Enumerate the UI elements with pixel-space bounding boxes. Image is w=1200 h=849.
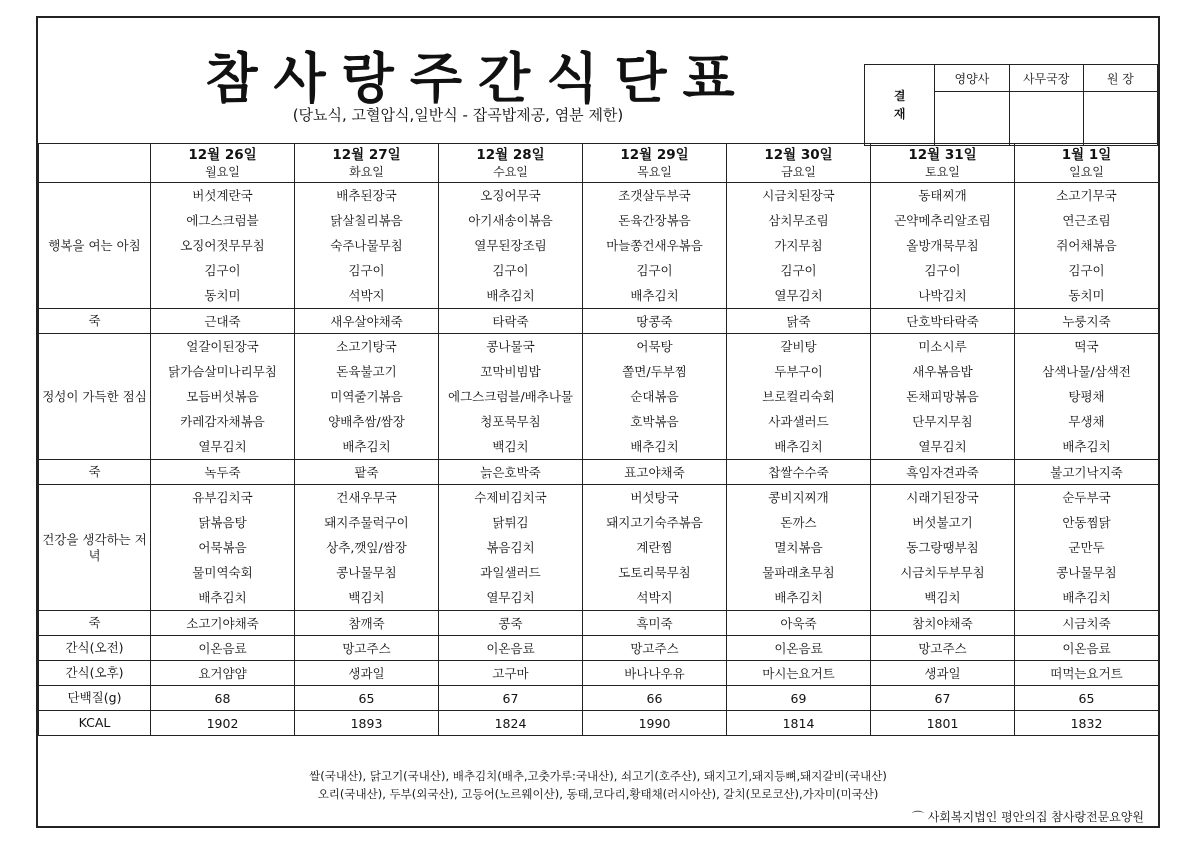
menu-item: 얼갈이된장국 [186, 339, 259, 354]
menu-item: 이온음료 [727, 636, 871, 661]
menu-item: 돼지고기숙주볶음 [606, 515, 703, 530]
menu-item: 호박볶음 [630, 414, 679, 429]
menu-item: 떡국 [1074, 339, 1099, 354]
menu-item: 소고기탕국 [336, 339, 397, 354]
nutrition-value: 1801 [871, 711, 1015, 736]
menu-item: 아기새송이볶음 [468, 213, 553, 228]
menu-item: 이온음료 [1015, 636, 1159, 661]
menu-item: 모듬버섯볶음 [186, 389, 259, 404]
menu-item: 석박지 [636, 590, 673, 605]
day-date: 12월 30일 [764, 146, 833, 163]
row-label: KCAL [39, 711, 151, 736]
menu-item: 배추김치 [1062, 590, 1111, 605]
menu-item: 닭가슴살미나리무침 [168, 364, 277, 379]
day-date: 12월 27일 [332, 146, 401, 163]
menu-item: 타락죽 [439, 309, 583, 334]
meal-cell [871, 183, 1015, 309]
menu-item: 배추김치 [630, 439, 679, 454]
menu-item: 어묵탕 [636, 339, 673, 354]
nutrition-value: 68 [151, 686, 295, 711]
nutrition-value: 66 [583, 686, 727, 711]
menu-item: 이온음료 [439, 636, 583, 661]
menu-item: 망고주스 [871, 636, 1015, 661]
row-label: 건강을 생각하는 저녁 [39, 485, 151, 611]
menu-item: 쫄면/두부찜 [622, 364, 687, 379]
day-weekday: 월요일 [205, 164, 240, 179]
day-weekday: 화요일 [349, 164, 384, 179]
menu-item: 돈육간장볶음 [618, 213, 691, 228]
menu-item: 단호박타락죽 [871, 309, 1015, 334]
day-header [727, 144, 871, 183]
menu-item: 군만두 [1068, 540, 1105, 555]
day-date: 12월 31일 [908, 146, 977, 163]
row-porridge1 [39, 309, 1159, 334]
meal-cell [583, 183, 727, 309]
day-header [1015, 144, 1159, 183]
corner-cell [39, 144, 151, 183]
menu-item: 배추김치 [486, 288, 535, 303]
row-label: 단백질(g) [39, 686, 151, 711]
menu-item: 망고주스 [583, 636, 727, 661]
menu-item: 동그랑땡부침 [906, 540, 979, 555]
menu-item: 김구이 [492, 263, 529, 278]
nutrition-value: 67 [871, 686, 1015, 711]
day-weekday: 금요일 [781, 164, 816, 179]
day-date: 12월 26일 [188, 146, 257, 163]
menu-item: 볶음김치 [486, 540, 535, 555]
meal-cell [439, 485, 583, 611]
menu-item: 콩나물국 [486, 339, 535, 354]
menu-item: 열무김치 [774, 288, 823, 303]
row-label: 정성이 가득한 점심 [39, 334, 151, 460]
nutrition-value: 67 [439, 686, 583, 711]
menu-item: 열무된장조림 [474, 238, 547, 253]
menu-item: 백김치 [924, 590, 961, 605]
row-label: 죽 [39, 611, 151, 636]
menu-item: 콩나물무침 [1056, 565, 1117, 580]
nutrition-value: 65 [1015, 686, 1159, 711]
meal-cell [1015, 334, 1159, 460]
menu-item: 계란찜 [636, 540, 673, 555]
row-breakfast [39, 183, 1159, 309]
menu-item: 도토리묵무침 [618, 565, 691, 580]
menu-item: 오징어젓무무침 [180, 238, 265, 253]
day-weekday: 토요일 [925, 164, 960, 179]
menu-item: 생과일 [871, 661, 1015, 686]
menu-item: 망고주스 [295, 636, 439, 661]
meal-cell [439, 183, 583, 309]
approval-sign-manager [1009, 92, 1083, 146]
menu-item: 배추김치 [198, 590, 247, 605]
menu-item: 순두부국 [1062, 490, 1111, 505]
row-porridge2 [39, 460, 1159, 485]
meal-cell [871, 485, 1015, 611]
menu-item: 새우볶음밥 [912, 364, 973, 379]
menu-item: 두부구이 [774, 364, 823, 379]
menu-item: 곤약메추리알조림 [894, 213, 991, 228]
menu-item: 김구이 [780, 263, 817, 278]
meal-cell [871, 334, 1015, 460]
row-snack-pm [39, 661, 1159, 686]
menu-item: 닭볶음탕 [198, 515, 247, 530]
meal-cell [727, 183, 871, 309]
menu-item: 고구마 [439, 661, 583, 686]
menu-item: 이온음료 [151, 636, 295, 661]
menu-item: 물파래초무침 [762, 565, 835, 580]
page-subtitle: (당뇨식, 고혈압식,일반식 - 잡곡밥제공, 염분 제한) [292, 106, 624, 124]
menu-item: 김구이 [636, 263, 673, 278]
menu-item: 과일샐러드 [480, 565, 541, 580]
day-weekday: 수요일 [493, 164, 528, 179]
menu-item: 콩비지찌개 [768, 490, 829, 505]
menu-item: 마시는요거트 [727, 661, 871, 686]
menu-item: 소고기야채죽 [151, 611, 295, 636]
meal-cell [1015, 183, 1159, 309]
meal-cell [295, 485, 439, 611]
day-header-row [39, 144, 1159, 183]
menu-item: 돼지주물럭구이 [324, 515, 409, 530]
meal-cell [727, 485, 871, 611]
menu-item: 오징어무국 [480, 188, 541, 203]
menu-item: 유부김치국 [192, 490, 253, 505]
menu-item: 돈까스 [780, 515, 817, 530]
menu-item: 새우살야채죽 [295, 309, 439, 334]
menu-item: 돈육불고기 [336, 364, 397, 379]
approval-label [865, 65, 935, 146]
menu-item: 열무김치 [486, 590, 535, 605]
nutrition-value: 1902 [151, 711, 295, 736]
menu-item: 시금치죽 [1015, 611, 1159, 636]
sheet-header [38, 18, 1158, 143]
menu-item: 불고기낙지죽 [1015, 460, 1159, 485]
menu-item: 숙주나물무침 [330, 238, 403, 253]
menu-item: 시래기된장국 [906, 490, 979, 505]
menu-item: 배추된장국 [336, 188, 397, 203]
page-title: 참사랑주간식단표 [205, 47, 751, 110]
menu-item: 근대죽 [151, 309, 295, 334]
menu-item: 시금치두부무침 [900, 565, 985, 580]
menu-item: 열무김치 [918, 439, 967, 454]
origin-notice-line2: 오리(국내산), 두부(외국산), 고등어(노르웨이산), 동태,코다리,황태채(러시아산), 갈치(모로코산),가자미(미국산) [317, 787, 879, 801]
menu-item: 닭튀김 [492, 515, 529, 530]
menu-item: 백김치 [348, 590, 385, 605]
menu-item: 백김치 [492, 439, 529, 454]
menu-item: 팥죽 [295, 460, 439, 485]
approval-role-dietitian: 영양사 [935, 65, 1009, 92]
row-snack-am [39, 636, 1159, 661]
approval-role-director: 원 장 [1083, 65, 1157, 92]
menu-item: 닭살칠리볶음 [330, 213, 403, 228]
menu-item: 에그스크럼블 [186, 213, 259, 228]
meal-cell [151, 485, 295, 611]
row-label: 행복을 여는 아침 [39, 183, 151, 309]
menu-item: 시금치된장국 [762, 188, 835, 203]
menu-item: 건새우무국 [336, 490, 397, 505]
menu-item: 땅콩죽 [583, 309, 727, 334]
menu-item: 김구이 [204, 263, 241, 278]
meal-cell [151, 334, 295, 460]
menu-item: 나박김치 [918, 288, 967, 303]
nutrition-value: 1814 [727, 711, 871, 736]
menu-item: 김구이 [1068, 263, 1105, 278]
footer [38, 756, 1158, 826]
nutrition-value: 69 [727, 686, 871, 711]
menu-item: 무생채 [1068, 414, 1105, 429]
menu-item: 쥐어채볶음 [1056, 238, 1117, 253]
meal-cell [295, 183, 439, 309]
row-protein [39, 686, 1159, 711]
menu-item: 멸치볶음 [774, 540, 823, 555]
menu-item: 소고기무국 [1056, 188, 1117, 203]
menu-item: 돈채피망볶음 [906, 389, 979, 404]
menu-item: 요거얌얌 [151, 661, 295, 686]
menu-item: 버섯탕국 [630, 490, 679, 505]
menu-item: 미소시루 [918, 339, 967, 354]
menu-item: 조갯살두부국 [618, 188, 691, 203]
nutrition-value: 65 [295, 686, 439, 711]
menu-item: 찹쌀수수죽 [727, 460, 871, 485]
day-weekday: 목요일 [637, 164, 672, 179]
row-lunch [39, 334, 1159, 460]
menu-item: 흑미죽 [583, 611, 727, 636]
row-label: 간식(오전) [39, 636, 151, 661]
menu-sheet [36, 16, 1160, 828]
menu-item: 단무지무침 [912, 414, 973, 429]
menu-item: 녹두죽 [151, 460, 295, 485]
day-weekday: 일요일 [1069, 164, 1104, 179]
menu-item: 에그스크럼블/배추나물 [448, 389, 573, 404]
menu-item: 버섯불고기 [912, 515, 973, 530]
menu-item: 김구이 [924, 263, 961, 278]
menu-item: 배추김치 [630, 288, 679, 303]
menu-item: 가지무침 [774, 238, 823, 253]
menu-item: 미역줄기볶음 [330, 389, 403, 404]
weekly-menu-table [38, 143, 1159, 736]
menu-item: 어묵볶음 [198, 540, 247, 555]
menu-item: 누룽지죽 [1015, 309, 1159, 334]
meal-cell [295, 334, 439, 460]
menu-item: 버섯계란국 [192, 188, 253, 203]
menu-item: 배추김치 [774, 439, 823, 454]
menu-item: 석박지 [348, 288, 385, 303]
menu-item: 바나나우유 [583, 661, 727, 686]
menu-item: 연근조림 [1062, 213, 1111, 228]
menu-item: 양배추쌈/쌈장 [328, 414, 405, 429]
row-label: 죽 [39, 460, 151, 485]
organization-text: 사회복지법인 평안의집 참사랑전문요양원 [927, 810, 1144, 824]
menu-item: 청포묵무침 [480, 414, 541, 429]
organization-logo-icon: ⌒ [911, 810, 928, 824]
day-header [295, 144, 439, 183]
menu-item: 삼치무조림 [768, 213, 829, 228]
origin-notice-line1: 쌀(국내산), 닭고기(국내산), 배추김치(배추,고춧가루:국내산), 쇠고기(호주산), 돼지고기,돼지등뼈,돼지갈비(국내산) [309, 769, 887, 783]
menu-item: 열무김치 [198, 439, 247, 454]
day-header [583, 144, 727, 183]
menu-item: 배추김치 [1062, 439, 1111, 454]
menu-item: 탕평채 [1068, 389, 1105, 404]
day-header [151, 144, 295, 183]
approval-sign-dietitian [935, 92, 1009, 146]
day-header [871, 144, 1015, 183]
menu-item: 마늘쫑건새우볶음 [606, 238, 703, 253]
menu-item: 떠먹는요거트 [1015, 661, 1159, 686]
menu-item: 배추김치 [774, 590, 823, 605]
approval-sign-director [1083, 92, 1157, 146]
menu-item: 동치미 [204, 288, 241, 303]
menu-item: 카레감자채볶음 [180, 414, 265, 429]
day-date: 12월 29일 [620, 146, 689, 163]
menu-item: 삼색나물/삼색전 [1042, 364, 1131, 379]
meal-cell [583, 485, 727, 611]
meal-cell [151, 183, 295, 309]
menu-item: 아욱죽 [727, 611, 871, 636]
menu-item: 생과일 [295, 661, 439, 686]
meal-cell [583, 334, 727, 460]
meal-cell [727, 334, 871, 460]
row-dinner [39, 485, 1159, 611]
menu-item: 참치야채죽 [871, 611, 1015, 636]
day-date: 1월 1일 [1061, 146, 1112, 163]
menu-item: 닭죽 [727, 309, 871, 334]
menu-item: 동치미 [1068, 288, 1105, 303]
approval-role-manager: 사무국장 [1009, 65, 1083, 92]
nutrition-value: 1893 [295, 711, 439, 736]
menu-item: 상추,깻잎/쌈장 [326, 540, 407, 555]
day-header [439, 144, 583, 183]
menu-item: 김구이 [348, 263, 385, 278]
menu-item: 물미역숙회 [192, 565, 253, 580]
menu-item: 동태찌개 [918, 188, 967, 203]
approval-label-text: 결 재 [893, 89, 906, 121]
menu-item: 늙은호박죽 [439, 460, 583, 485]
row-kcal [39, 711, 1159, 736]
approval-box [864, 64, 1158, 146]
menu-item: 안동찜닭 [1062, 515, 1111, 530]
meal-cell [1015, 485, 1159, 611]
menu-item: 콩나물무침 [336, 565, 397, 580]
menu-item: 브로컬리숙회 [762, 389, 835, 404]
nutrition-value: 1832 [1015, 711, 1159, 736]
menu-item: 배추김치 [342, 439, 391, 454]
menu-item: 참깨죽 [295, 611, 439, 636]
menu-item: 갈비탕 [780, 339, 817, 354]
menu-item: 표고야채죽 [583, 460, 727, 485]
meal-cell [439, 334, 583, 460]
menu-item: 순대볶음 [630, 389, 679, 404]
organization-name [912, 808, 1144, 825]
nutrition-value: 1824 [439, 711, 583, 736]
menu-item: 사과샐러드 [768, 414, 829, 429]
day-date: 12월 28일 [476, 146, 545, 163]
row-porridge3 [39, 611, 1159, 636]
nutrition-value: 1990 [583, 711, 727, 736]
menu-item: 올방개묵무침 [906, 238, 979, 253]
menu-item: 꼬막비빔밥 [480, 364, 541, 379]
menu-item: 수제비김치국 [474, 490, 547, 505]
row-label: 죽 [39, 309, 151, 334]
menu-item: 흑임자견과죽 [871, 460, 1015, 485]
menu-item: 콩죽 [439, 611, 583, 636]
row-label: 간식(오후) [39, 661, 151, 686]
